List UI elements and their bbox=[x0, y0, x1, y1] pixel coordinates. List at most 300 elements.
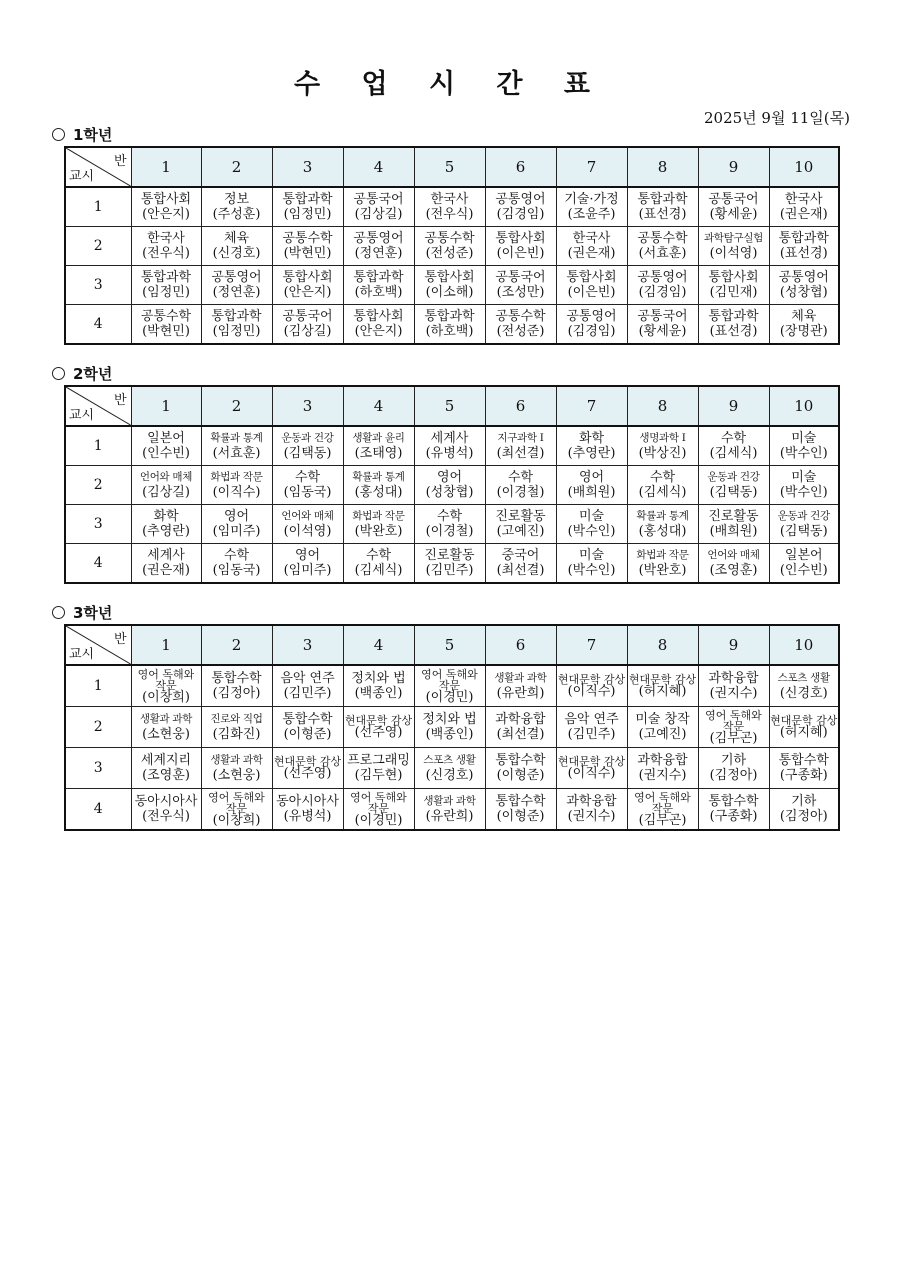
teacher-name: (선주영) bbox=[354, 725, 403, 740]
subject-name: 운동과 건강 bbox=[281, 432, 334, 444]
timetable-cell bbox=[414, 227, 485, 266]
timetable-cell bbox=[698, 748, 769, 789]
class-header: 6 bbox=[485, 147, 556, 187]
teacher-name: (유란희) bbox=[496, 686, 545, 701]
teacher-name: (전우식) bbox=[425, 207, 474, 222]
timetable-cell bbox=[485, 748, 556, 789]
subject-name: 중국어 bbox=[501, 548, 540, 563]
subject-name: 생활과 과학 bbox=[210, 754, 263, 766]
timetable-grade-3 bbox=[64, 624, 840, 831]
teacher-name: (조성만) bbox=[496, 285, 545, 300]
timetable-cell bbox=[343, 544, 414, 584]
timetable-cell bbox=[769, 466, 839, 505]
teacher-name: (이석영) bbox=[283, 524, 332, 539]
subject-name: 통합과학 bbox=[211, 309, 262, 324]
subject-name: 공통국어 bbox=[282, 309, 333, 324]
teacher-name: (임정민) bbox=[283, 207, 332, 222]
teacher-name: (이직수) bbox=[567, 684, 616, 699]
teacher-name: (서효훈) bbox=[212, 446, 261, 461]
timetable-cell bbox=[201, 426, 272, 466]
timetable-cell bbox=[343, 505, 414, 544]
teacher-name: (최선결) bbox=[496, 563, 545, 578]
teacher-name: (인수빈) bbox=[779, 563, 828, 578]
timetable-cell bbox=[627, 426, 698, 466]
teacher-name: (이소해) bbox=[425, 285, 474, 300]
subject-name: 통합과학 bbox=[282, 192, 333, 207]
subject-name: 공통국어 bbox=[353, 192, 404, 207]
class-header: 1 bbox=[131, 625, 201, 665]
table-row bbox=[65, 426, 839, 466]
subject-name: 통합수학 bbox=[495, 794, 546, 809]
subject-name: 확률과 통계 bbox=[636, 510, 689, 522]
timetable-cell bbox=[627, 187, 698, 227]
subject-name: 체육 bbox=[223, 231, 250, 246]
timetable-cell bbox=[769, 789, 839, 831]
header-row bbox=[65, 386, 839, 426]
table-row bbox=[65, 305, 839, 345]
timetable-cell bbox=[272, 305, 343, 345]
subject-name: 통합사회 bbox=[140, 192, 192, 207]
teacher-name: (이창희) bbox=[212, 812, 261, 828]
teacher-name: (김무곤) bbox=[638, 812, 687, 828]
subject-name: 공통영어 bbox=[211, 270, 262, 285]
class-header: 6 bbox=[485, 625, 556, 665]
subject-name: 공통국어 bbox=[637, 309, 688, 324]
timetable-cell bbox=[769, 227, 839, 266]
teacher-name: (정연훈) bbox=[354, 246, 403, 261]
timetable-cell bbox=[556, 305, 627, 345]
teacher-name: (임동국) bbox=[212, 563, 261, 578]
subject-name: 진로와 직업 bbox=[210, 713, 263, 725]
teacher-name: (이직수) bbox=[212, 485, 261, 500]
teacher-name: (박상진) bbox=[638, 446, 687, 461]
subject-name: 공통영어 bbox=[637, 270, 688, 285]
teacher-name: (신경호) bbox=[425, 768, 474, 783]
teacher-name: (전우식) bbox=[142, 246, 190, 261]
timetable-grade-1 bbox=[64, 146, 840, 345]
period-cell: 4 bbox=[65, 789, 131, 831]
timetable-cell bbox=[485, 426, 556, 466]
subject-name: 영어 독해와 작문 bbox=[634, 790, 691, 815]
timetable-cell bbox=[343, 227, 414, 266]
timetable-cell bbox=[698, 187, 769, 227]
timetable-cell bbox=[769, 426, 839, 466]
teacher-name: (이형준) bbox=[496, 809, 545, 824]
teacher-name: (권은재) bbox=[567, 246, 616, 261]
teacher-name: (박완호) bbox=[638, 563, 687, 578]
subject-name: 통합사회 bbox=[353, 309, 404, 324]
subject-name: 과학융합 bbox=[566, 794, 617, 809]
teacher-name: (권지수) bbox=[567, 809, 616, 824]
subject-name: 미술 bbox=[791, 431, 817, 446]
class-header: 10 bbox=[769, 625, 839, 665]
teacher-name: (이형준) bbox=[496, 768, 545, 783]
teacher-name: (권지수) bbox=[638, 768, 687, 783]
timetable-cell bbox=[698, 266, 769, 305]
teacher-name: (황세윤) bbox=[709, 207, 758, 222]
subject-name: 한국사 bbox=[147, 231, 185, 246]
timetable-cell bbox=[627, 505, 698, 544]
subject-name: 통합수학 bbox=[778, 753, 829, 768]
class-header: 2 bbox=[201, 386, 272, 426]
subject-name: 통합사회 bbox=[708, 270, 759, 285]
subject-name: 기술·가정 bbox=[564, 192, 619, 207]
timetable-cell bbox=[201, 466, 272, 505]
subject-name: 통합사회 bbox=[566, 270, 617, 285]
teacher-name: (조영훈) bbox=[142, 768, 190, 783]
timetable-cell bbox=[769, 544, 839, 584]
teacher-name: (홍성대) bbox=[354, 485, 403, 500]
timetable-cell bbox=[414, 665, 485, 707]
subject-name: 화법과 작문 bbox=[352, 510, 405, 522]
teacher-name: (서효훈) bbox=[638, 246, 687, 261]
timetable-cell bbox=[698, 544, 769, 584]
timetable-cell bbox=[131, 707, 201, 748]
teacher-name: (백종인) bbox=[354, 686, 403, 701]
timetable-cell bbox=[556, 789, 627, 831]
timetable-cell bbox=[627, 665, 698, 707]
subject-name: 공통영어 bbox=[778, 270, 829, 285]
teacher-name: (표선경) bbox=[779, 246, 828, 261]
period-cell: 1 bbox=[65, 187, 131, 227]
class-header: 8 bbox=[627, 625, 698, 665]
subject-name: 영어 독해와 작문 bbox=[421, 667, 478, 692]
class-header: 9 bbox=[698, 386, 769, 426]
teacher-name: (하호백) bbox=[354, 285, 403, 300]
teacher-name: (임동국) bbox=[283, 485, 332, 500]
teacher-name: (추영란) bbox=[142, 524, 190, 539]
timetable-cell bbox=[343, 266, 414, 305]
subject-name: 과학융합 bbox=[637, 753, 688, 768]
table-row bbox=[65, 466, 839, 505]
subject-name: 과학융합 bbox=[495, 712, 546, 727]
subject-name: 체육 bbox=[791, 309, 817, 324]
corner-class-label: 반 bbox=[113, 154, 127, 169]
subject-name: 기하 bbox=[720, 753, 747, 768]
timetable-cell bbox=[414, 305, 485, 345]
teacher-name: (이석영) bbox=[709, 246, 758, 261]
teacher-name: (백종인) bbox=[425, 727, 474, 742]
timetable-cell bbox=[343, 305, 414, 345]
timetable-cell bbox=[698, 227, 769, 266]
class-header: 5 bbox=[414, 625, 485, 665]
timetable-cell bbox=[769, 665, 839, 707]
subject-name: 지구과학 I bbox=[497, 432, 544, 444]
teacher-name: (전우식) bbox=[142, 809, 190, 824]
timetable-cell bbox=[556, 187, 627, 227]
timetable-cell bbox=[131, 748, 201, 789]
subject-name: 동아시아사 bbox=[276, 794, 339, 809]
subject-name: 한국사 bbox=[572, 231, 611, 246]
subject-name: 확률과 통계 bbox=[352, 471, 405, 483]
timetable-cell bbox=[485, 266, 556, 305]
timetable-cell bbox=[414, 187, 485, 227]
subject-name: 공통영어 bbox=[495, 192, 546, 207]
teacher-name: (권지수) bbox=[709, 686, 758, 701]
timetable-cell bbox=[272, 748, 343, 789]
subject-name: 세계사 bbox=[430, 431, 469, 446]
timetable-cell bbox=[201, 187, 272, 227]
timetable-cell bbox=[343, 707, 414, 748]
subject-name: 현대문학 감상 bbox=[344, 714, 413, 727]
table-row bbox=[65, 665, 839, 707]
timetable-cell bbox=[343, 187, 414, 227]
timetable-cell bbox=[201, 505, 272, 544]
timetable-grade-2 bbox=[64, 385, 840, 584]
subject-name: 통합과학 bbox=[140, 270, 192, 285]
teacher-name: (허지혜) bbox=[638, 684, 687, 699]
subject-name: 수학 bbox=[649, 470, 676, 485]
teacher-name: (고예진) bbox=[496, 524, 545, 539]
timetable-cell bbox=[343, 466, 414, 505]
class-header: 9 bbox=[698, 147, 769, 187]
timetable-cell bbox=[131, 266, 201, 305]
period-cell: 2 bbox=[65, 466, 131, 505]
teacher-name: (박수인) bbox=[779, 485, 828, 500]
teacher-name: (표선경) bbox=[709, 324, 758, 339]
subject-name: 통합수학 bbox=[708, 794, 759, 809]
subject-name: 현대문학 감상 bbox=[557, 755, 626, 768]
timetable-cell bbox=[131, 227, 201, 266]
subject-name: 진로활동 bbox=[495, 509, 546, 524]
teacher-name: (하호백) bbox=[425, 324, 474, 339]
teacher-name: (김세식) bbox=[354, 563, 403, 578]
timetable-cell bbox=[627, 266, 698, 305]
class-header: 10 bbox=[769, 386, 839, 426]
teacher-name: (전성준) bbox=[425, 246, 474, 261]
teacher-name: (신경호) bbox=[779, 686, 828, 701]
teacher-name: (김화진) bbox=[212, 727, 261, 742]
timetable-cell bbox=[343, 789, 414, 831]
timetable-cell bbox=[272, 466, 343, 505]
timetable-cell bbox=[556, 466, 627, 505]
page-title: 수 업 시 간 표 bbox=[293, 69, 606, 100]
timetable-cell bbox=[131, 665, 201, 707]
subject-name: 통합수학 bbox=[282, 712, 333, 727]
timetable-cell bbox=[556, 227, 627, 266]
subject-name: 영어 독해와 작문 bbox=[705, 708, 762, 733]
timetable-cell bbox=[769, 305, 839, 345]
timetable-cell bbox=[272, 187, 343, 227]
subject-name: 공통국어 bbox=[495, 270, 546, 285]
teacher-name: (김상길) bbox=[354, 207, 403, 222]
timetable-cell bbox=[272, 544, 343, 584]
teacher-name: (김무곤) bbox=[709, 730, 758, 746]
timetable-cell bbox=[556, 665, 627, 707]
teacher-name: (김정아) bbox=[212, 686, 261, 701]
timetable-cell bbox=[343, 748, 414, 789]
teacher-name: (유병석) bbox=[425, 446, 474, 461]
subject-name: 영어 bbox=[436, 470, 463, 485]
subject-name: 프로그래밍 bbox=[347, 753, 410, 768]
timetable-cell bbox=[343, 426, 414, 466]
timetable-cell bbox=[485, 789, 556, 831]
teacher-name: (장명관) bbox=[779, 324, 828, 339]
teacher-name: (추영란) bbox=[567, 446, 616, 461]
header-row bbox=[65, 625, 839, 665]
subject-name: 통합과학 bbox=[353, 270, 404, 285]
timetable-cell bbox=[131, 426, 201, 466]
subject-name: 세계사 bbox=[147, 548, 185, 563]
period-cell: 2 bbox=[65, 707, 131, 748]
timetable-cell bbox=[201, 748, 272, 789]
subject-name: 과학탐구실험 bbox=[703, 232, 764, 244]
teacher-name: (황세윤) bbox=[638, 324, 687, 339]
teacher-name: (이창희) bbox=[142, 689, 190, 705]
teacher-name: (선주영) bbox=[283, 766, 332, 781]
subject-name: 한국사 bbox=[784, 192, 823, 207]
subject-name: 진로활동 bbox=[424, 548, 475, 563]
timetable-cell bbox=[272, 707, 343, 748]
subject-name: 수학 bbox=[294, 470, 321, 485]
period-cell: 3 bbox=[65, 748, 131, 789]
teacher-name: (주성훈) bbox=[212, 207, 261, 222]
timetable-cell bbox=[272, 266, 343, 305]
subject-name: 진로활동 bbox=[708, 509, 759, 524]
subject-name: 생명과학 I bbox=[639, 432, 686, 444]
subject-name: 미술 bbox=[578, 548, 605, 563]
teacher-name: (소현웅) bbox=[212, 768, 261, 783]
period-cell: 3 bbox=[65, 505, 131, 544]
timetable-cell bbox=[414, 466, 485, 505]
timetable-cell bbox=[131, 305, 201, 345]
teacher-name: (권은재) bbox=[779, 207, 828, 222]
subject-name: 현대문학 감상 bbox=[770, 714, 838, 727]
subject-name: 영어 독해와 작문 bbox=[137, 667, 195, 692]
timetable-cell bbox=[201, 707, 272, 748]
timetable-cell bbox=[201, 544, 272, 584]
subject-name: 영어 bbox=[294, 548, 321, 563]
date-label: 2025년 9월 11일(목) bbox=[703, 109, 850, 127]
timetable-cell bbox=[201, 305, 272, 345]
timetable-cell bbox=[131, 187, 201, 227]
subject-name: 언어와 매체 bbox=[139, 471, 193, 483]
subject-name: 화법과 작문 bbox=[210, 471, 263, 483]
period-cell: 2 bbox=[65, 227, 131, 266]
corner-period-label: 교시 bbox=[69, 169, 95, 184]
teacher-name: (김정아) bbox=[779, 809, 828, 824]
teacher-name: (인수빈) bbox=[142, 446, 190, 461]
grade-label-text: 2학년 bbox=[73, 365, 113, 383]
class-header: 7 bbox=[556, 147, 627, 187]
class-header: 4 bbox=[343, 625, 414, 665]
subject-name: 영어 독해와 작문 bbox=[350, 790, 407, 815]
timetable-cell bbox=[131, 789, 201, 831]
grade-label bbox=[52, 602, 112, 623]
subject-name: 현대문학 감상 bbox=[557, 673, 626, 686]
corner-cell bbox=[65, 386, 131, 426]
period-cell: 3 bbox=[65, 266, 131, 305]
teacher-name: (소현웅) bbox=[142, 727, 190, 742]
class-header: 10 bbox=[769, 147, 839, 187]
subject-name: 생활과 과학 bbox=[139, 713, 193, 725]
teacher-name: (박수인) bbox=[567, 524, 616, 539]
subject-name: 영어 bbox=[223, 509, 250, 524]
teacher-name: (김택동) bbox=[709, 485, 758, 500]
corner-class-label: 반 bbox=[113, 632, 127, 647]
timetable-cell bbox=[272, 227, 343, 266]
teacher-name: (고예진) bbox=[638, 727, 687, 742]
teacher-name: (이경민) bbox=[354, 812, 403, 828]
period-cell: 1 bbox=[65, 665, 131, 707]
subject-name: 생활과 과학 bbox=[423, 795, 476, 807]
class-header: 4 bbox=[343, 386, 414, 426]
teacher-name: (김택동) bbox=[779, 524, 828, 539]
table-row bbox=[65, 707, 839, 748]
teacher-name: (박현민) bbox=[283, 246, 332, 261]
subject-name: 스포츠 생활 bbox=[777, 672, 830, 684]
subject-name: 현대문학 감상 bbox=[628, 673, 697, 686]
class-header: 5 bbox=[414, 147, 485, 187]
teacher-name: (유란희) bbox=[425, 809, 474, 824]
subject-name: 통합수학 bbox=[495, 753, 546, 768]
teacher-name: (최선결) bbox=[496, 446, 545, 461]
timetable-cell bbox=[769, 266, 839, 305]
class-header: 1 bbox=[131, 147, 201, 187]
teacher-name: (최선결) bbox=[496, 727, 545, 742]
subject-name: 수학 bbox=[365, 548, 392, 563]
corner-cell bbox=[65, 625, 131, 665]
timetable-cell bbox=[485, 707, 556, 748]
period-cell: 1 bbox=[65, 426, 131, 466]
subject-name: 공통수학 bbox=[495, 309, 546, 324]
subject-name: 공통수학 bbox=[140, 309, 192, 324]
subject-name: 언어와 매체 bbox=[281, 510, 334, 522]
subject-name: 과학융합 bbox=[708, 671, 759, 686]
timetable-cell bbox=[769, 707, 839, 748]
timetable-cell bbox=[414, 544, 485, 584]
corner-period-label: 교시 bbox=[69, 647, 95, 662]
corner-class-label: 반 bbox=[113, 393, 127, 408]
class-header: 2 bbox=[201, 147, 272, 187]
subject-name: 음악 연주 bbox=[564, 712, 619, 727]
timetable-cell bbox=[201, 665, 272, 707]
subject-name: 기하 bbox=[791, 794, 817, 809]
teacher-name: (김민주) bbox=[425, 563, 474, 578]
teacher-name: (김민주) bbox=[283, 686, 332, 701]
timetable-cell bbox=[627, 305, 698, 345]
timetable-cell bbox=[343, 665, 414, 707]
subject-name: 통합과학 bbox=[637, 192, 688, 207]
subject-name: 통합사회 bbox=[495, 231, 546, 246]
teacher-name: (김세식) bbox=[709, 446, 758, 461]
timetable-cell bbox=[414, 748, 485, 789]
teacher-name: (김민재) bbox=[709, 285, 758, 300]
class-header: 8 bbox=[627, 147, 698, 187]
teacher-name: (조윤주) bbox=[567, 207, 616, 222]
subject-name: 미술 창작 bbox=[635, 712, 690, 727]
subject-name: 현대문학 감상 bbox=[273, 755, 342, 768]
class-header: 7 bbox=[556, 625, 627, 665]
table-row bbox=[65, 789, 839, 831]
class-header: 5 bbox=[414, 386, 485, 426]
corner-period-label: 교시 bbox=[69, 408, 95, 423]
class-header: 8 bbox=[627, 386, 698, 426]
subject-name: 화학 bbox=[153, 509, 179, 524]
timetable-cell bbox=[131, 466, 201, 505]
period-cell: 4 bbox=[65, 305, 131, 345]
timetable-cell bbox=[627, 466, 698, 505]
timetable-cell bbox=[485, 305, 556, 345]
table-row bbox=[65, 187, 839, 227]
teacher-name: (김정아) bbox=[709, 768, 758, 783]
timetable-cell bbox=[769, 748, 839, 789]
teacher-name: (이은빈) bbox=[496, 246, 545, 261]
timetable-cell bbox=[414, 707, 485, 748]
timetable-cell bbox=[698, 665, 769, 707]
timetable-cell bbox=[485, 466, 556, 505]
teacher-name: (박완호) bbox=[354, 524, 403, 539]
